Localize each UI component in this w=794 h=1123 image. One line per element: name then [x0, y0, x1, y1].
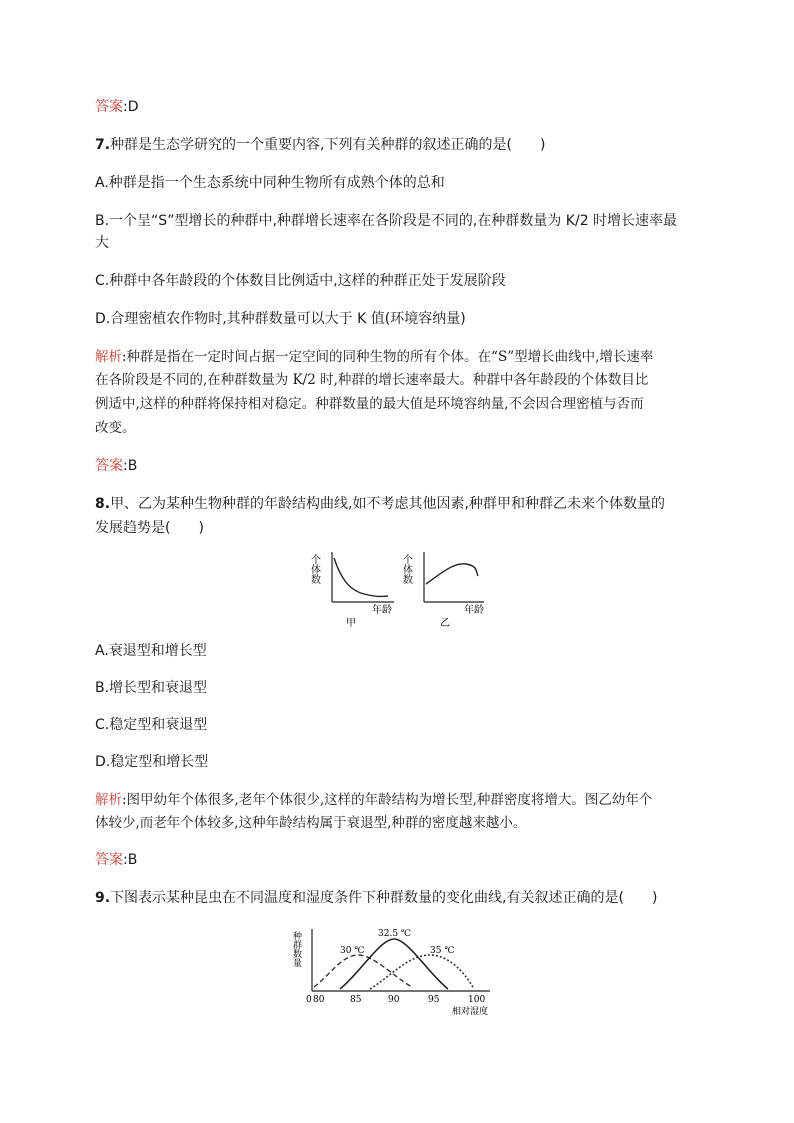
answer-label: 答案: [95, 99, 123, 115]
analysis-label: 解析: [95, 349, 122, 365]
x-tick-90: 90: [388, 995, 400, 1005]
q8-option-c: C.稳定型和衰退型: [95, 717, 208, 733]
series-label-30c: 30 ℃: [340, 946, 365, 956]
x-tick-100: 100: [468, 995, 486, 1005]
question-7-stem: 7.种群是生态学研究的一个重要内容,下列有关种群的叙述正确的是( ): [95, 137, 546, 153]
q8-option-a: A.衰退型和增长型: [95, 643, 207, 659]
q8-age-structure-figure: [308, 548, 498, 630]
xlabel-yi: 年龄: [464, 605, 484, 616]
q8-analysis-line1: 解析:图甲幼年个体很多,老年个体很少,这样的年龄结构为增长型,种群密度将增大。图乙幼年个: [95, 792, 653, 808]
q8-answer-value: B: [127, 852, 138, 868]
caption-jia: 甲: [346, 618, 356, 629]
q8-analysis-line2: 体较少,而老年个体较多,这种年龄结构属于衰退型,种群的密度越来越小。: [95, 815, 527, 831]
series-label-32-5c: 32.5 ℃: [378, 929, 411, 939]
q8-option-d: D.稳定型和增长型: [95, 754, 209, 770]
q7-answer-value: B: [127, 458, 138, 474]
xlabel-jia: 年龄: [372, 605, 392, 616]
series-label-35c: 35 ℃: [430, 946, 455, 956]
q7-analysis-line1: 解析:种群是指在一定时间占据一定空间的同种生物的所有个体。在“S”型增长曲线中,增长速率: [95, 349, 654, 365]
q7-option-c: C.种群中各年龄段的个体数目比例适中,这样的种群正处于发展阶段: [95, 273, 506, 289]
x-tick-85: 85: [350, 995, 362, 1005]
q7-answer-line: 答案:B: [95, 458, 138, 474]
question-8-stem-line2: 发展趋势是( ): [95, 520, 204, 536]
question-9-stem: 9.下图表示某种昆虫在不同温度和湿度条件下种群数量的变化曲线,有关叙述正确的是( ): [95, 890, 658, 906]
q7-analysis-line4: 改变。: [95, 420, 136, 436]
question-8-stem-line1: 8.甲、乙为某种生物种群的年龄结构曲线,如不考虑其他因素,种群甲和种群乙未来个体数量的: [95, 496, 665, 512]
q7-option-b-line2: 大: [95, 235, 109, 251]
series-35c-curve: [370, 955, 474, 989]
ylabel-jia: 个体数: [308, 554, 320, 584]
figure-yi: [401, 552, 485, 629]
answer-value: D: [127, 99, 139, 115]
y-axis-label: 种群数量: [291, 931, 301, 967]
x-tick-0: 0: [306, 995, 312, 1005]
figure-jia: [309, 552, 395, 629]
q7-option-b-line1: B.一个呈“S”型增长的种群中,种群增长速率在各阶段是不同的,在种群数量为 K/2 时增长速率最: [95, 213, 678, 229]
q7-option-a: A.种群是指一个生态系统中同种生物所有成熟个体的总和: [95, 175, 445, 191]
x-tick-95: 95: [428, 995, 440, 1005]
series-30c-curve: [314, 955, 412, 987]
q8-answer-line: 答案:B: [95, 852, 138, 868]
q8-option-b: B.增长型和衰退型: [95, 680, 208, 696]
q7-analysis-line3: 例适中,这样的种群将保持相对稳定。种群数量的最大值是环境容纳量,不会因合理密植与否而: [95, 396, 644, 412]
q7-option-d: D.合理密植农作物时,其种群数量可以大于 K 值(环境容纳量): [95, 311, 466, 327]
q7-analysis-line2: 在各阶段是不同的,在种群数量为 K/2 时,种群的增长速率最大。种群中各年龄段的个体数目比: [95, 372, 649, 388]
ylabel-yi: 个体数: [400, 554, 412, 584]
caption-yi: 乙: [440, 618, 450, 629]
x-axis-label: 相对湿度: [452, 1007, 489, 1017]
answer-line-6: 答案:D: [95, 99, 139, 115]
q9-humidity-chart: [290, 925, 510, 1017]
x-tick-80: 80: [313, 995, 325, 1005]
